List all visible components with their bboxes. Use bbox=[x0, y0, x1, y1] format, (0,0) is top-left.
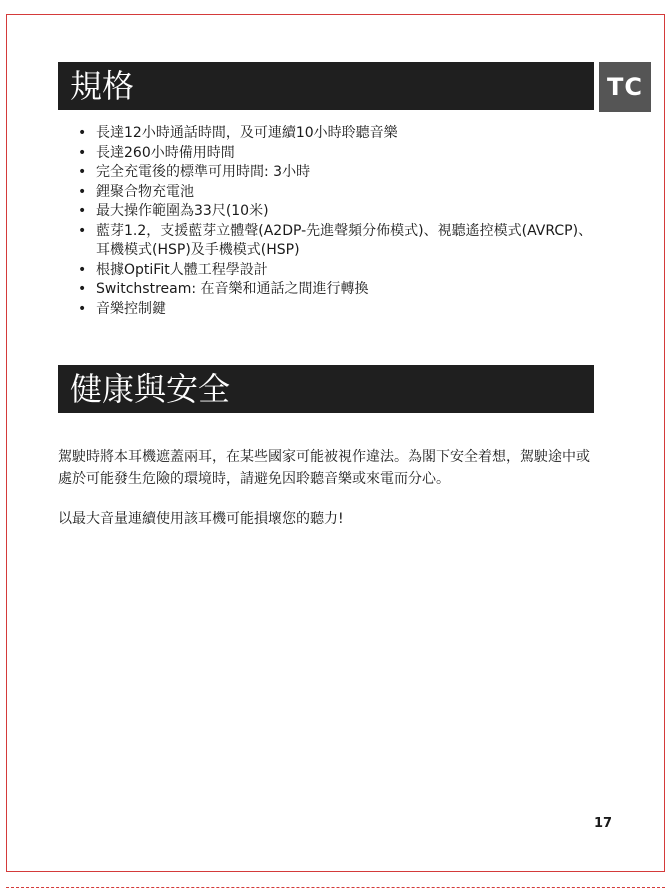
list-item: • 根據OptiFit人體工程學設計 bbox=[60, 261, 600, 281]
cut-line bbox=[6, 887, 665, 888]
page-number: 17 bbox=[594, 816, 613, 831]
language-tab: TC bbox=[599, 62, 651, 112]
safety-paragraph-driving: 駕駛時將本耳機遮蓋兩耳，在某些國家可能被視作違法。為閣下安全着想，駕駛途中或處於可能發生危險的環境時，請避免因聆聽音樂或來電而分心。 bbox=[58, 449, 590, 487]
safety-heading: 健康與安全 bbox=[58, 365, 594, 413]
list-item: • 音樂控制鍵 bbox=[60, 300, 600, 320]
specifications-heading: 規格 bbox=[58, 62, 594, 110]
specifications-list bbox=[60, 124, 600, 319]
list-item: • 鋰聚合物充電池 bbox=[60, 183, 600, 203]
safety-paragraph-volume: 以最大音量連續使用該耳機可能損壞您的聽力! bbox=[58, 511, 344, 527]
list-item: • 藍芽1.2，支援藍芽立體聲(A2DP-先進聲頻分佈模式)、視聽遙控模式(AVRCP)、耳機模式(HSP)及手機模式(HSP) bbox=[60, 222, 600, 261]
list-item: • Switchstream: 在音樂和通話之間進行轉換 bbox=[60, 280, 600, 300]
list-item: • 完全充電後的標準可用時間: 3小時 bbox=[60, 163, 600, 183]
list-item: • 最大操作範圍為33尺(10米) bbox=[60, 202, 600, 222]
list-item: • 長達260小時備用時間 bbox=[60, 144, 600, 164]
list-item: • 長達12小時通話時間，及可連續10小時聆聽音樂 bbox=[60, 124, 600, 144]
